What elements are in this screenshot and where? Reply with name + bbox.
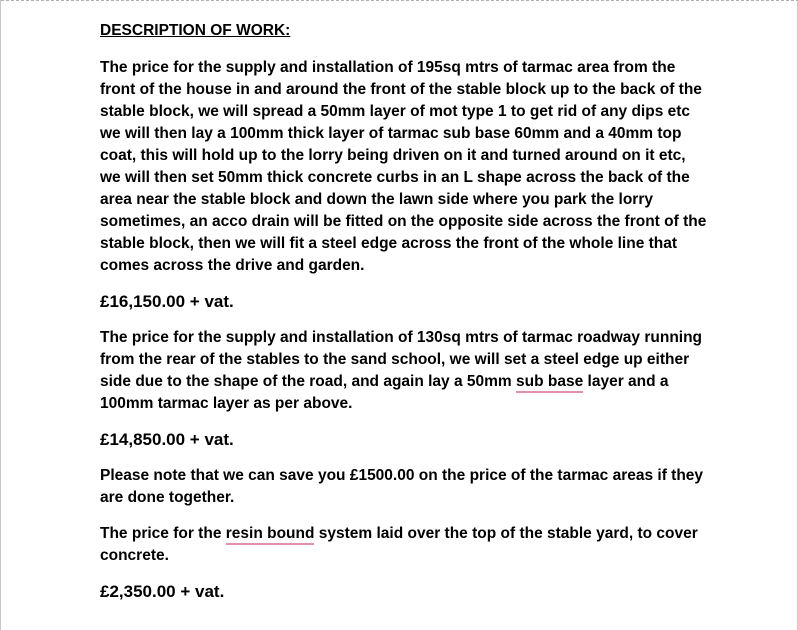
paragraph-text: layer and a 100mm tarmac layer as per above. (100, 373, 669, 412)
price-resin-bound: £2,350.00 + vat. (100, 582, 225, 601)
price-tarmac-area: £16,150.00 + vat. (100, 292, 234, 311)
paragraph-combined-saving: Please note that we can save you £1500.00 on the price of the tarmac areas if they are done together. (100, 467, 704, 506)
paragraph-text: The price for the (100, 525, 226, 542)
section-heading: DESCRIPTION OF WORK: (100, 22, 291, 39)
price-tarmac-roadway: £14,850.00 + vat. (100, 430, 234, 449)
paragraph-text: system laid over the top of the stable yard, to cover concrete. (100, 525, 698, 564)
spellcheck-flagged-text[interactable]: resin bound (226, 525, 315, 545)
spellcheck-flagged-text[interactable]: sub base (516, 373, 583, 393)
paragraph-tarmac-area: The price for the supply and installation of 195sq mtrs of tarmac area from the front of the house in and around the front of the stable block up to the back of the stable block, we will spread a 50mm layer of mot type 1 to get rid of any dips etc we will then lay a 100mm thick layer of tarmac sub base 60mm and a 40mm top coat, this will hold up to the lorry being driven on it and turned around on it etc, we will then set 50mm thick concrete curbs in an L shape across the back of the area near the stable block and down the lawn side where you park the lorry sometimes, an acco drain will be fitted on the opposite side across the front of the stable block, then we will fit a steel edge across the front of the whole line that comes across the drive and garden. (100, 59, 707, 274)
document-body[interactable] (100, 20, 710, 603)
paragraph-resin-bound (100, 523, 710, 567)
paragraph-tarmac-roadway (100, 327, 710, 415)
page-top-edge (1, 0, 798, 1)
paragraph-text: The price for the supply and installation of 130sq mtrs of tarmac roadway running from the rear of the stables to the sand school, we will set a steel edge up either side due to the shape of the road, and again lay a 50mm (100, 329, 703, 390)
